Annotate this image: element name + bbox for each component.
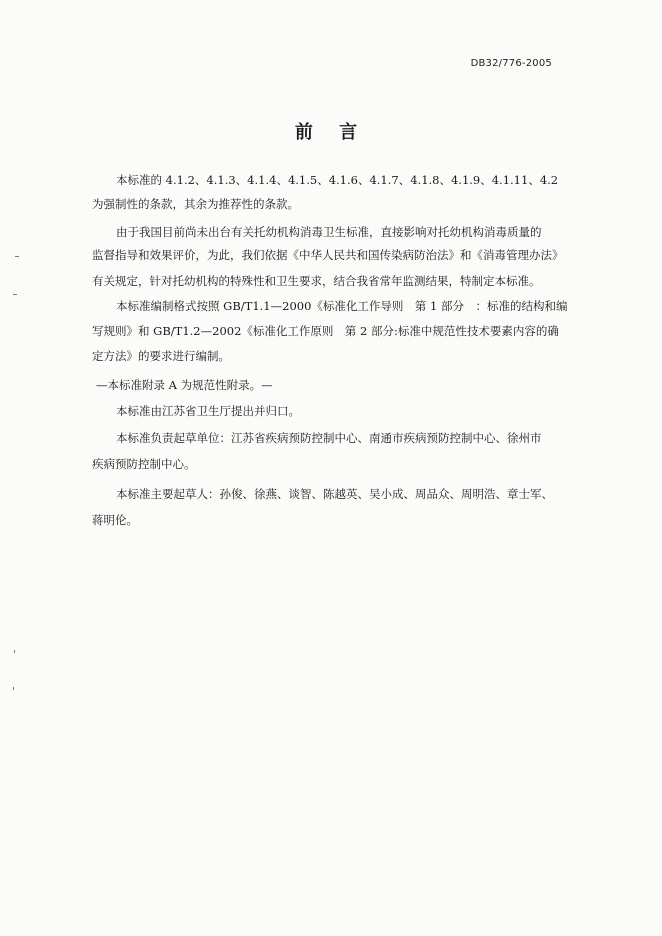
page-title: 前 言 — [294, 122, 368, 143]
scan-mark — [14, 650, 15, 653]
paragraph-line: —本标准附录 A 为规范性附录。— — [96, 378, 273, 392]
paragraph-line: 写规则》和 GB/T1.2—2002《标准化工作原则 第 2 部分:标准中规范性技术要素内容的确 — [92, 324, 559, 338]
paragraph-line: 有关规定，针对托幼机构的特殊性和卫生要求，结合我省常年监测结果，特制定本标准。 — [92, 274, 541, 288]
paragraph-line: 定方法》的要求进行编制。 — [92, 349, 230, 363]
paragraph-line: 本标准由江苏省卫生厅提出并归口。 — [116, 404, 300, 418]
paragraph-line: 本标准负责起草单位：江苏省疾病预防控制中心、南通市疾病预防控制中心、徐州市 — [116, 431, 542, 445]
scan-mark — [13, 294, 17, 295]
paragraph-line: 本标准主要起草人：孙俊、徐燕、谈智、陈越英、吴小成、周品众、周明浩、章士军、 — [116, 487, 553, 501]
paragraph-line: 本标准编制格式按照 GB/T1.1—2000《标准化工作导则 第 1 部分 ：标准的结构和编 — [116, 299, 568, 313]
scan-mark — [13, 687, 14, 690]
paragraph-line: 疾病预防控制中心。 — [92, 457, 196, 471]
paragraph-line: 蒋明伦。 — [92, 513, 138, 527]
paragraph-line: 本标准的 4.1.2、4.1.3、4.1.4、4.1.5、4.1.6、4.1.7、4.1.8、4.1.9、4.1.11、4.2 — [116, 173, 559, 187]
paragraph-line: 为强制性的条款，其余为推荐性的条款。 — [92, 197, 299, 211]
paragraph-line: 监督指导和效果评价，为此，我们依据《中华人民共和国传染病防治法》和《消毒管理办法》 — [92, 248, 564, 262]
scan-mark — [15, 256, 19, 257]
doc-number: DB32/776-2005 — [470, 58, 552, 69]
paragraph-line: 由于我国目前尚未出台有关托幼机构消毒卫生标准，直接影响对托幼机构消毒质量的 — [116, 225, 542, 239]
